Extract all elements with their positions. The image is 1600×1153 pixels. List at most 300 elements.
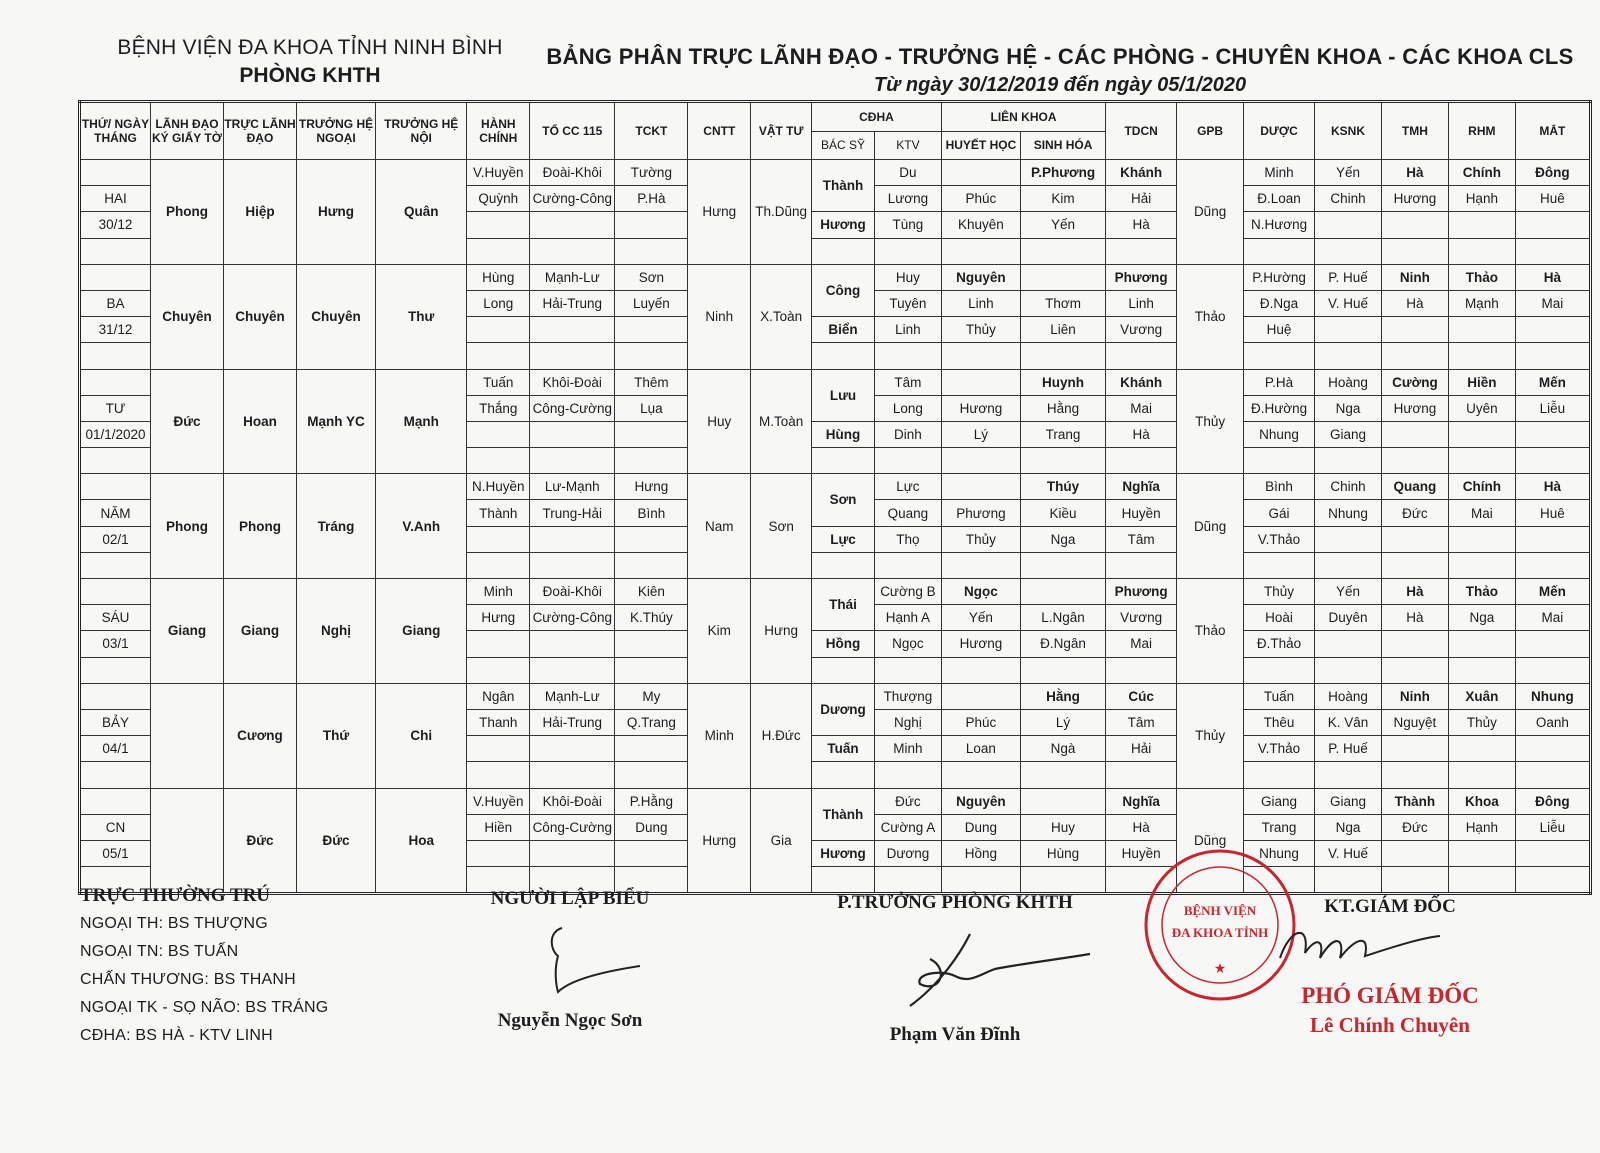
cell-tckt: Luyến	[615, 290, 688, 316]
cell-tckt: Bình	[615, 500, 688, 526]
cell-tckt: Kiên	[615, 579, 688, 605]
duty-table	[78, 100, 1592, 895]
svg-text:BỆNH VIỆN: BỆNH VIỆN	[1183, 903, 1257, 918]
cell-mat	[1515, 552, 1590, 578]
cell-duoc: Giang	[1244, 788, 1315, 814]
cell-bac-sy: Lực	[812, 526, 875, 552]
cell-ktv: Hạnh A	[874, 605, 941, 631]
cell-huyet-hoc: Phúc	[941, 709, 1020, 735]
cell-ksnk	[1315, 343, 1382, 369]
cell-duoc: Đ.Hường	[1244, 395, 1315, 421]
col-truong-he-ngoai: TRƯỞNG HỆ NGOẠI	[296, 102, 375, 160]
cell-ktv: Minh	[874, 736, 941, 762]
day-spacer	[80, 552, 151, 578]
cell-rhm	[1448, 762, 1515, 788]
cell-bac-sy: Thành	[812, 160, 875, 212]
cell-tdcn: Nghĩa	[1106, 474, 1177, 500]
cell-huyet-hoc: Thủy	[941, 526, 1020, 552]
cell-to-cc-115: Đoài-Khôi	[530, 160, 615, 186]
cell-huyet-hoc	[941, 474, 1020, 500]
cell-cntt: Nam	[688, 474, 751, 579]
schedule-title: BẢNG PHÂN TRỰC LÃNH ĐẠO - TRƯỞNG HỆ - CÁC PHÒNG - CHUYÊN KHOA - CÁC KHOA CLS	[546, 44, 1574, 69]
resident-line: NGOẠI TN: BS TUẤN	[80, 943, 239, 960]
cell-rhm	[1448, 343, 1515, 369]
cell-mat: Hà	[1515, 474, 1590, 500]
cell-tckt	[615, 762, 688, 788]
cell-bac-sy: Hồng	[812, 631, 875, 657]
cell-sinh-hoa: Kim	[1020, 186, 1105, 212]
cell-tckt	[615, 736, 688, 762]
cell-mat	[1515, 212, 1590, 238]
cell-rhm	[1448, 238, 1515, 264]
cell-tdcn	[1106, 238, 1177, 264]
cell-bac-sy	[812, 343, 875, 369]
cell-tdcn: Linh	[1106, 290, 1177, 316]
cell-tmh: Hà	[1381, 160, 1448, 186]
cell-sinh-hoa: Huy	[1020, 814, 1105, 840]
cell-hanh-chinh: V.Huyền	[467, 788, 530, 814]
cell-truc-lanh-dao: Giang	[223, 579, 296, 684]
cell-tdcn: Mai	[1106, 395, 1177, 421]
cell-to-cc-115: Khôi-Đoài	[530, 788, 615, 814]
cell-mat: Huê	[1515, 186, 1590, 212]
cell-duoc	[1244, 343, 1315, 369]
cell-huyet-hoc	[941, 657, 1020, 683]
cell-tckt	[615, 448, 688, 474]
cell-rhm	[1448, 448, 1515, 474]
cell-ksnk	[1315, 631, 1382, 657]
cell-hanh-chinh	[467, 238, 530, 264]
cell-tdcn: Hà	[1106, 814, 1177, 840]
cell-truong-he-noi: Giang	[376, 579, 467, 684]
cell-tmh	[1381, 867, 1448, 894]
day-spacer	[80, 264, 151, 290]
cell-cntt: Minh	[688, 683, 751, 788]
cell-sinh-hoa: Ngà	[1020, 736, 1105, 762]
cell-lanh-dao: Phong	[150, 160, 223, 265]
cell-truong-he-ngoai: Tráng	[296, 474, 375, 579]
table-row	[80, 579, 1591, 605]
cell-hanh-chinh: Long	[467, 290, 530, 316]
cell-rhm: Thảo	[1448, 264, 1515, 290]
cell-huyet-hoc: Phúc	[941, 186, 1020, 212]
svg-text:★: ★	[1213, 960, 1227, 976]
cell-to-cc-115	[530, 448, 615, 474]
cell-vat-tu: Sơn	[751, 474, 812, 579]
cell-truc-lanh-dao: Cương	[223, 683, 296, 788]
cell-rhm	[1448, 736, 1515, 762]
cell-sinh-hoa: Trang	[1020, 421, 1105, 447]
cell-tdcn: Vương	[1106, 605, 1177, 631]
cell-to-cc-115	[530, 421, 615, 447]
cell-tckt	[615, 317, 688, 343]
cell-huyet-hoc	[941, 369, 1020, 395]
cell-tdcn: Huyền	[1106, 840, 1177, 866]
cell-hanh-chinh	[467, 762, 530, 788]
cell-tdcn: Vương	[1106, 317, 1177, 343]
cell-to-cc-115: Khôi-Đoài	[530, 369, 615, 395]
cell-to-cc-115: Mạnh-Lư	[530, 683, 615, 709]
cell-sinh-hoa: Nga	[1020, 526, 1105, 552]
cell-ktv: Cường B	[874, 579, 941, 605]
cell-mat	[1515, 343, 1590, 369]
cell-to-cc-115: Hải-Trung	[530, 290, 615, 316]
cell-bac-sy: Hương	[812, 212, 875, 238]
cell-tmh	[1381, 448, 1448, 474]
cell-to-cc-115: Công-Cường	[530, 814, 615, 840]
cell-vat-tu: Gia	[751, 788, 812, 894]
cell-mat: Đông	[1515, 788, 1590, 814]
cell-ktv: Tâm	[874, 369, 941, 395]
cell-ksnk: V. Huế	[1315, 290, 1382, 316]
cell-gpb: Thủy	[1177, 683, 1244, 788]
cell-bac-sy	[812, 552, 875, 578]
cell-sinh-hoa: Thúy	[1020, 474, 1105, 500]
cell-mat: Nhung	[1515, 683, 1590, 709]
cell-rhm: Chính	[1448, 474, 1515, 500]
cell-rhm	[1448, 526, 1515, 552]
cell-hanh-chinh: Thành	[467, 500, 530, 526]
cell-bac-sy: Dương	[812, 683, 875, 735]
cell-mat	[1515, 867, 1590, 894]
cell-to-cc-115	[530, 317, 615, 343]
cell-huyet-hoc	[941, 160, 1020, 186]
cell-ksnk	[1315, 526, 1382, 552]
cell-ksnk: P. Huế	[1315, 736, 1382, 762]
cell-huyet-hoc	[941, 867, 1020, 894]
cell-to-cc-115: Mạnh-Lư	[530, 264, 615, 290]
cell-lanh-dao	[150, 683, 223, 788]
day-spacer	[80, 657, 151, 683]
cell-mat	[1515, 317, 1590, 343]
cell-gpb: Dũng	[1177, 474, 1244, 579]
cell-hanh-chinh	[467, 657, 530, 683]
cell-duoc: Bình	[1244, 474, 1315, 500]
cell-duoc: Thêu	[1244, 709, 1315, 735]
cell-hanh-chinh: Hiền	[467, 814, 530, 840]
cell-hanh-chinh	[467, 840, 530, 866]
col-ksnk: KSNK	[1315, 102, 1382, 160]
day-date: 31/12	[80, 317, 151, 343]
cell-rhm: Hiền	[1448, 369, 1515, 395]
cell-duoc: Nhung	[1244, 421, 1315, 447]
cell-ktv: Tùng	[874, 212, 941, 238]
cell-bac-sy	[812, 657, 875, 683]
deputy-head-signature	[820, 914, 1090, 1019]
day-name: BẢY	[80, 709, 151, 735]
cell-to-cc-115	[530, 631, 615, 657]
cell-huyet-hoc: Hồng	[941, 840, 1020, 866]
cell-bac-sy	[812, 762, 875, 788]
director-signature	[1270, 918, 1510, 978]
cell-tckt: P.Hằng	[615, 788, 688, 814]
cell-ksnk	[1315, 317, 1382, 343]
day-spacer	[80, 474, 151, 500]
cell-tmh	[1381, 552, 1448, 578]
cell-ktv	[874, 762, 941, 788]
cell-mat: Huê	[1515, 500, 1590, 526]
cell-tdcn: Khánh	[1106, 369, 1177, 395]
cell-rhm	[1448, 867, 1515, 894]
cell-ktv: Đức	[874, 788, 941, 814]
day-name: NĂM	[80, 500, 151, 526]
cell-to-cc-115: Lư-Mạnh	[530, 474, 615, 500]
cell-duoc: Đ.Thảo	[1244, 631, 1315, 657]
col-to-cc-115: TỔ CC 115	[530, 102, 615, 160]
cell-ksnk	[1315, 448, 1382, 474]
cell-ktv: Ngọc	[874, 631, 941, 657]
cell-vat-tu: H.Đức	[751, 683, 812, 788]
cell-ksnk: Nhung	[1315, 500, 1382, 526]
day-spacer	[80, 448, 151, 474]
cell-cntt: Ninh	[688, 264, 751, 369]
cell-ktv: Cường A	[874, 814, 941, 840]
cell-duoc	[1244, 657, 1315, 683]
cell-bac-sy	[812, 238, 875, 264]
col-lien-khoa: LIÊN KHOA	[941, 102, 1105, 132]
cell-huyet-hoc: Phương	[941, 500, 1020, 526]
cell-hanh-chinh	[467, 526, 530, 552]
cell-huyet-hoc: Thủy	[941, 317, 1020, 343]
table-row	[80, 369, 1591, 395]
cell-ktv	[874, 343, 941, 369]
cell-tdcn: Mai	[1106, 631, 1177, 657]
cell-mat: Đông	[1515, 160, 1590, 186]
cell-huyet-hoc: Dung	[941, 814, 1020, 840]
cell-hanh-chinh	[467, 552, 530, 578]
cell-hanh-chinh	[467, 421, 530, 447]
cell-tmh	[1381, 631, 1448, 657]
cell-truc-lanh-dao: Đức	[223, 788, 296, 894]
col-truong-he-noi: TRƯỞNG HỆ NỘI	[376, 102, 467, 160]
cell-tmh: Hương	[1381, 186, 1448, 212]
hospital-name: BỆNH VIỆN ĐA KHOA TỈNH NINH BÌNH	[117, 36, 503, 59]
cell-ktv: Dương	[874, 840, 941, 866]
cell-tmh: Hương	[1381, 395, 1448, 421]
cell-sinh-hoa: Liên	[1020, 317, 1105, 343]
cell-ktv: Nghị	[874, 709, 941, 735]
cell-tdcn: Tâm	[1106, 709, 1177, 735]
cell-huyet-hoc: Ngọc	[941, 579, 1020, 605]
header-right	[540, 44, 1580, 97]
cell-tckt	[615, 657, 688, 683]
cell-mat	[1515, 631, 1590, 657]
cell-huyet-hoc: Nguyên	[941, 264, 1020, 290]
vice-director-role: PHÓ GIÁM ĐỐC	[1301, 983, 1479, 1008]
day-date: 30/12	[80, 212, 151, 238]
cell-huyet-hoc	[941, 552, 1020, 578]
day-name: SÁU	[80, 605, 151, 631]
cell-huyet-hoc: Lý	[941, 421, 1020, 447]
cell-rhm: Hạnh	[1448, 814, 1515, 840]
table-body	[80, 160, 1591, 894]
cell-tmh: Ninh	[1381, 264, 1448, 290]
cell-ktv	[874, 448, 941, 474]
col-day: THỨ/ NGÀY THÁNG	[80, 102, 151, 160]
cell-to-cc-115	[530, 526, 615, 552]
cell-ksnk: Hoàng	[1315, 369, 1382, 395]
cell-hanh-chinh	[467, 343, 530, 369]
col-vat-tu: VẬT TƯ	[751, 102, 812, 160]
cell-ksnk: K. Vân	[1315, 709, 1382, 735]
director-signature-block	[1270, 896, 1510, 1038]
cell-rhm	[1448, 212, 1515, 238]
cell-sinh-hoa	[1020, 343, 1105, 369]
resident-duty-title: TRỰC THƯỜNG TRÚ	[80, 885, 271, 906]
cell-mat: Hà	[1515, 264, 1590, 290]
cell-tdcn: Hải	[1106, 736, 1177, 762]
cell-tmh	[1381, 421, 1448, 447]
cell-to-cc-115	[530, 762, 615, 788]
resident-line: NGOẠI TK - SỌ NÃO: BS TRÁNG	[80, 999, 329, 1016]
cell-bac-sy: Công	[812, 264, 875, 316]
cell-rhm	[1448, 657, 1515, 683]
cell-duoc: Nhung	[1244, 840, 1315, 866]
cell-tmh: Đức	[1381, 500, 1448, 526]
cell-mat: Oanh	[1515, 709, 1590, 735]
cell-huyet-hoc: Hương	[941, 395, 1020, 421]
cell-tckt	[615, 840, 688, 866]
cell-ksnk: Giang	[1315, 788, 1382, 814]
cell-truong-he-noi: Chi	[376, 683, 467, 788]
cell-cntt: Kim	[688, 579, 751, 684]
cell-ktv: Dinh	[874, 421, 941, 447]
cell-ktv: Lương	[874, 186, 941, 212]
cell-ksnk: Duyên	[1315, 605, 1382, 631]
cell-gpb: Dũng	[1177, 160, 1244, 265]
cell-sinh-hoa	[1020, 762, 1105, 788]
cell-ksnk	[1315, 238, 1382, 264]
day-spacer	[80, 369, 151, 395]
cell-mat	[1515, 448, 1590, 474]
cell-sinh-hoa: Hằng	[1020, 683, 1105, 709]
col-lanh-dao: LÃNH ĐẠO KÝ GIẤY TỜ	[150, 102, 223, 160]
cell-duoc: P.Hà	[1244, 369, 1315, 395]
date-range: Từ ngày 30/12/2019 đến ngày 05/1/2020	[873, 74, 1247, 96]
cell-sinh-hoa: Đ.Ngân	[1020, 631, 1105, 657]
cell-ktv: Tuyên	[874, 290, 941, 316]
day-date: 01/1/2020	[80, 421, 151, 447]
cell-rhm: Thảo	[1448, 579, 1515, 605]
cell-mat	[1515, 526, 1590, 552]
cell-bac-sy: Lưu	[812, 369, 875, 421]
cell-hanh-chinh	[467, 317, 530, 343]
cell-ksnk	[1315, 552, 1382, 578]
cell-vat-tu: Th.Dũng	[751, 160, 812, 265]
cell-sinh-hoa	[1020, 264, 1105, 290]
col-duoc: DƯỢC	[1244, 102, 1315, 160]
col-hanh-chinh: HÀNH CHÍNH	[467, 102, 530, 160]
cell-tmh	[1381, 343, 1448, 369]
table-row	[80, 788, 1591, 814]
cell-huyet-hoc	[941, 683, 1020, 709]
cell-to-cc-115	[530, 238, 615, 264]
cell-tckt	[615, 343, 688, 369]
cell-hanh-chinh	[467, 212, 530, 238]
cell-hanh-chinh	[467, 631, 530, 657]
cell-lanh-dao	[150, 788, 223, 894]
cell-hanh-chinh: Minh	[467, 579, 530, 605]
cell-tdcn: Khánh	[1106, 160, 1177, 186]
cell-tckt: K.Thúy	[615, 605, 688, 631]
table-row	[80, 264, 1591, 290]
cell-rhm: Nga	[1448, 605, 1515, 631]
cell-ktv	[874, 552, 941, 578]
cell-duoc: Gái	[1244, 500, 1315, 526]
col-tmh: TMH	[1381, 102, 1448, 160]
cell-ksnk: Hoàng	[1315, 683, 1382, 709]
col-tdcn: TDCN	[1106, 102, 1177, 160]
cell-lanh-dao: Chuyên	[150, 264, 223, 369]
cell-ksnk: Giang	[1315, 421, 1382, 447]
cell-tmh: Cường	[1381, 369, 1448, 395]
cell-truong-he-ngoai: Chuyên	[296, 264, 375, 369]
cell-tdcn: Huyền	[1106, 500, 1177, 526]
day-date: 02/1	[80, 526, 151, 552]
cell-huyet-hoc: Loan	[941, 736, 1020, 762]
cell-rhm: Mai	[1448, 500, 1515, 526]
cell-rhm	[1448, 552, 1515, 578]
col-rhm: RHM	[1448, 102, 1515, 160]
cell-ktv	[874, 867, 941, 894]
cell-sinh-hoa	[1020, 448, 1105, 474]
cell-duoc	[1244, 448, 1315, 474]
cell-ksnk: Chinh	[1315, 474, 1382, 500]
cell-ksnk: Nga	[1315, 814, 1382, 840]
cell-duoc: Đ.Nga	[1244, 290, 1315, 316]
cell-tmh: Quang	[1381, 474, 1448, 500]
cell-tckt: Tường	[615, 160, 688, 186]
cell-truong-he-noi: Hoa	[376, 788, 467, 894]
cell-ksnk: Chinh	[1315, 186, 1382, 212]
cell-cntt: Hưng	[688, 160, 751, 265]
cell-duoc	[1244, 552, 1315, 578]
resident-line: CĐHA: BS HÀ - KTV LINH	[80, 1027, 273, 1044]
cell-bac-sy: Thành	[812, 788, 875, 840]
cell-tckt	[615, 421, 688, 447]
cell-sinh-hoa	[1020, 657, 1105, 683]
cell-huyet-hoc	[941, 762, 1020, 788]
col-mat: MẮT	[1515, 102, 1590, 160]
cell-duoc: Đ.Loan	[1244, 186, 1315, 212]
cell-ktv	[874, 238, 941, 264]
cell-tmh	[1381, 526, 1448, 552]
cell-ksnk: V. Huế	[1315, 840, 1382, 866]
cell-truong-he-ngoai: Mạnh YC	[296, 369, 375, 474]
cell-cntt: Hưng	[688, 788, 751, 894]
cell-sinh-hoa	[1020, 579, 1105, 605]
cell-ksnk: Nga	[1315, 395, 1382, 421]
cell-to-cc-115	[530, 840, 615, 866]
cell-ksnk	[1315, 762, 1382, 788]
cell-tmh: Ninh	[1381, 683, 1448, 709]
cell-ktv: Thượng	[874, 683, 941, 709]
cell-gpb: Thảo	[1177, 579, 1244, 684]
cell-sinh-hoa: P.Phương	[1020, 160, 1105, 186]
cell-tmh: Nguyệt	[1381, 709, 1448, 735]
cell-tckt	[615, 212, 688, 238]
cell-huyet-hoc	[941, 448, 1020, 474]
cell-truong-he-ngoai: Nghị	[296, 579, 375, 684]
cell-ktv: Linh	[874, 317, 941, 343]
cell-vat-tu: M.Toàn	[751, 369, 812, 474]
department-name: PHÒNG KHTH	[239, 64, 381, 87]
cell-tmh	[1381, 736, 1448, 762]
day-date: 05/1	[80, 840, 151, 866]
cell-to-cc-115: Đoài-Khôi	[530, 579, 615, 605]
day-spacer	[80, 343, 151, 369]
cell-sinh-hoa: Lý	[1020, 709, 1105, 735]
